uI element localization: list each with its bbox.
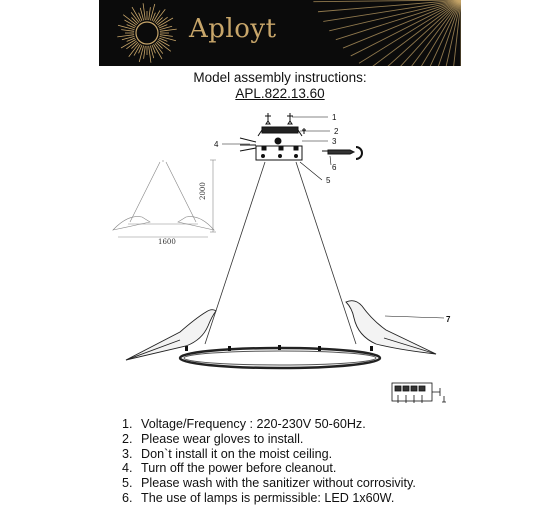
brand-logo-text: Aployt — [189, 14, 277, 44]
width-dimension-label: 1600 — [158, 238, 176, 246]
model-number: APL.822.13.60 — [235, 86, 325, 101]
instruction-item: 3. Don`t install it on the moist ceiling. — [122, 446, 333, 461]
lamp-ring — [180, 345, 380, 368]
right-bird — [346, 301, 436, 354]
callout-7: 7 — [446, 315, 451, 324]
instruction-item: 5. Please wash with the sanitizer without corrosivity. — [122, 476, 416, 491]
callout-1: 1 — [332, 113, 337, 122]
callout-3: 3 — [332, 137, 337, 146]
instruction-item: 1. Voltage/Frequency : 220-230V 50-60Hz. — [122, 417, 366, 431]
instruction-item: 4. Turn off the power before cleanout. — [122, 461, 337, 476]
height-dimension-label: 2000 — [199, 182, 207, 200]
instruction-item: 2. Please wear gloves to install. — [122, 431, 304, 446]
ceiling-mount — [240, 113, 362, 160]
instruction-item: 6. The use of lamps is permissible: LED 1x60W. — [122, 490, 395, 505]
suspension-cables — [205, 162, 356, 344]
callout-4: 4 — [214, 140, 219, 149]
terminal-block-icon — [392, 383, 446, 403]
callout-2: 2 — [334, 127, 339, 136]
callout-6: 6 — [332, 163, 337, 172]
callout-5: 5 — [326, 176, 331, 185]
page-title: Model assembly instructions: — [193, 70, 367, 85]
instructions-list — [122, 417, 416, 506]
